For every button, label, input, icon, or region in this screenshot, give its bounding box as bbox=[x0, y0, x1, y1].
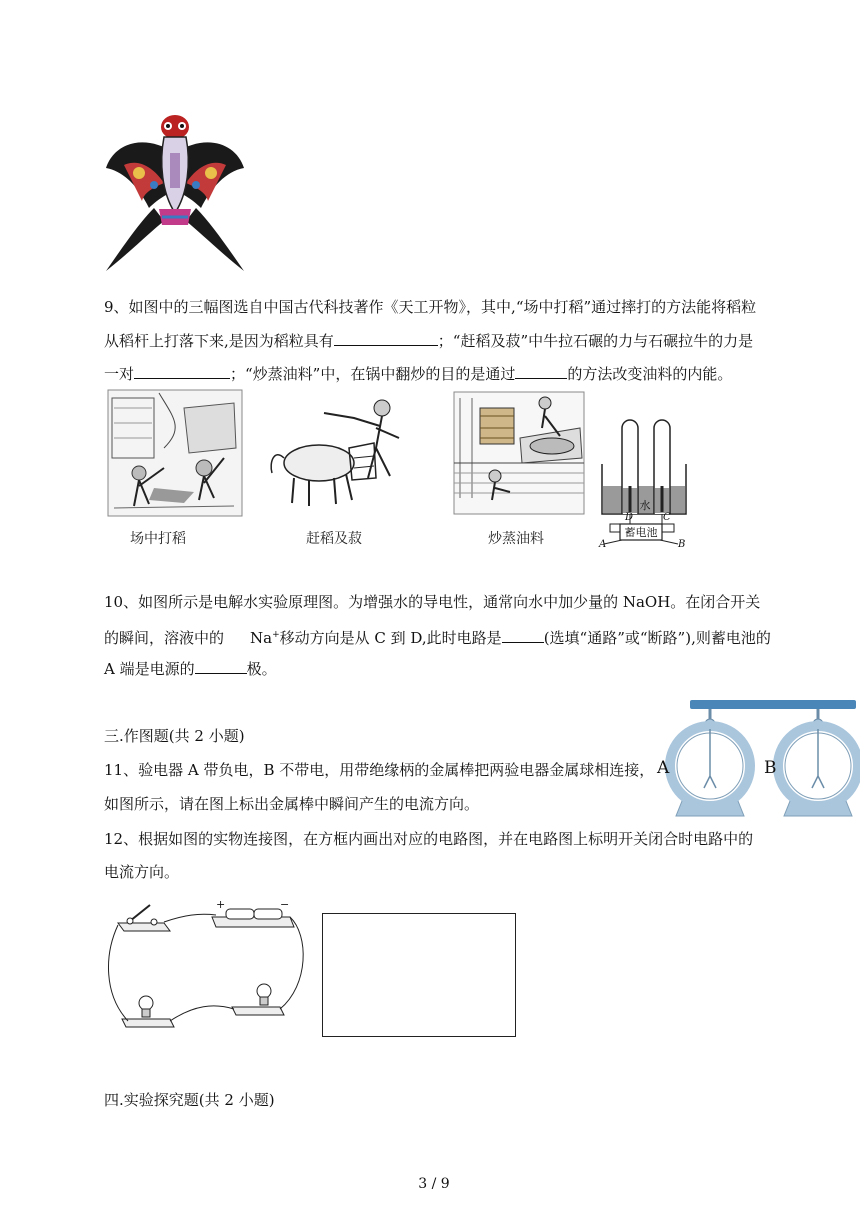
minus-sign: − bbox=[280, 898, 290, 911]
q9-line-2: 从稻杆上打落下来,是因为稻粒具有 ；“赶稻及菽”中牛拉石碾的力与石碾拉牛的力是 bbox=[104, 332, 754, 350]
electroscope-label-a: A bbox=[657, 758, 670, 778]
q10-line-3: A 端是电源的 极。 bbox=[104, 660, 277, 678]
label-d: D bbox=[625, 512, 634, 523]
q9-line-1: 9、如图中的三幅图选自中国古代科技著作《天工开物》，其中,“场中打稻”通过摔打的方法能将稻粒 bbox=[104, 298, 757, 316]
battery-pack bbox=[212, 898, 294, 927]
bulb-left bbox=[122, 996, 174, 1027]
switch bbox=[118, 905, 170, 931]
section-4-title: 四.实验探究题(共 2 小题) bbox=[104, 1091, 275, 1109]
electroscope-b bbox=[778, 709, 858, 816]
caption-ox-rolling: 赶稻及菽 bbox=[306, 531, 362, 547]
answer-blank[interactable] bbox=[334, 331, 438, 346]
metal-rod bbox=[690, 700, 856, 709]
q11-line-2: 如图所示，请在图上标出金属棒中瞬间产生的电流方向。 bbox=[104, 795, 480, 813]
q9-line-3: 一对 ；“炒蒸油料”中，在锅中翻炒的目的是通过 的方法改变油料的内能。 bbox=[104, 365, 733, 383]
electroscopes-figure bbox=[652, 696, 860, 822]
circuit-drawing-box[interactable] bbox=[322, 913, 516, 1037]
electroscope-a bbox=[670, 709, 750, 816]
threshing-illustration bbox=[104, 388, 246, 518]
label-b: B bbox=[678, 539, 686, 548]
kite-image bbox=[104, 113, 246, 273]
label-c: C bbox=[663, 512, 671, 523]
caption-threshing: 场中打稻 bbox=[130, 531, 186, 547]
answer-blank[interactable] bbox=[515, 364, 567, 379]
bulb-right bbox=[232, 984, 284, 1015]
battery-label: 蓄电池 bbox=[624, 526, 658, 539]
q10-line-1: 10、如图所示是电解水实验原理图。为增强水的导电性，通常向水中加少量的 NaOH。在闭合开关 bbox=[104, 593, 761, 611]
q10-line-2: 的瞬间，溶液中的 Na+移动方向是从 C 到 D,此时电路是 (选填“通路”或“断路”),则蓄电池的 bbox=[104, 629, 771, 647]
q12-line-1: 12、根据如图的实物连接图，在方框内画出对应的电路图，并在电路图上标明开关闭合时电路中的 bbox=[104, 830, 754, 848]
frying-illustration bbox=[450, 388, 588, 518]
electrolysis-diagram bbox=[596, 416, 694, 548]
answer-blank[interactable] bbox=[502, 628, 544, 643]
label-a: A bbox=[599, 539, 607, 548]
caption-frying: 炒蒸油料 bbox=[488, 531, 544, 547]
section-3-title: 三.作图题(共 2 小题) bbox=[104, 727, 245, 745]
water-label: 水 bbox=[639, 499, 651, 512]
q11-line-1: 11、验电器 A 带负电，B 不带电，用带绝缘柄的金属棒把两验电器金属球相连接， bbox=[104, 761, 655, 779]
plus-sign: + bbox=[216, 898, 226, 911]
answer-blank[interactable] bbox=[134, 364, 230, 379]
ox-rolling-illustration bbox=[264, 388, 414, 518]
answer-blank[interactable] bbox=[195, 659, 247, 674]
electroscope-label-b: B bbox=[764, 758, 777, 778]
circuit-physical-diagram bbox=[104, 895, 314, 1040]
q12-line-2: 电流方向。 bbox=[104, 863, 180, 881]
page-number: 3 / 9 bbox=[418, 1176, 450, 1192]
